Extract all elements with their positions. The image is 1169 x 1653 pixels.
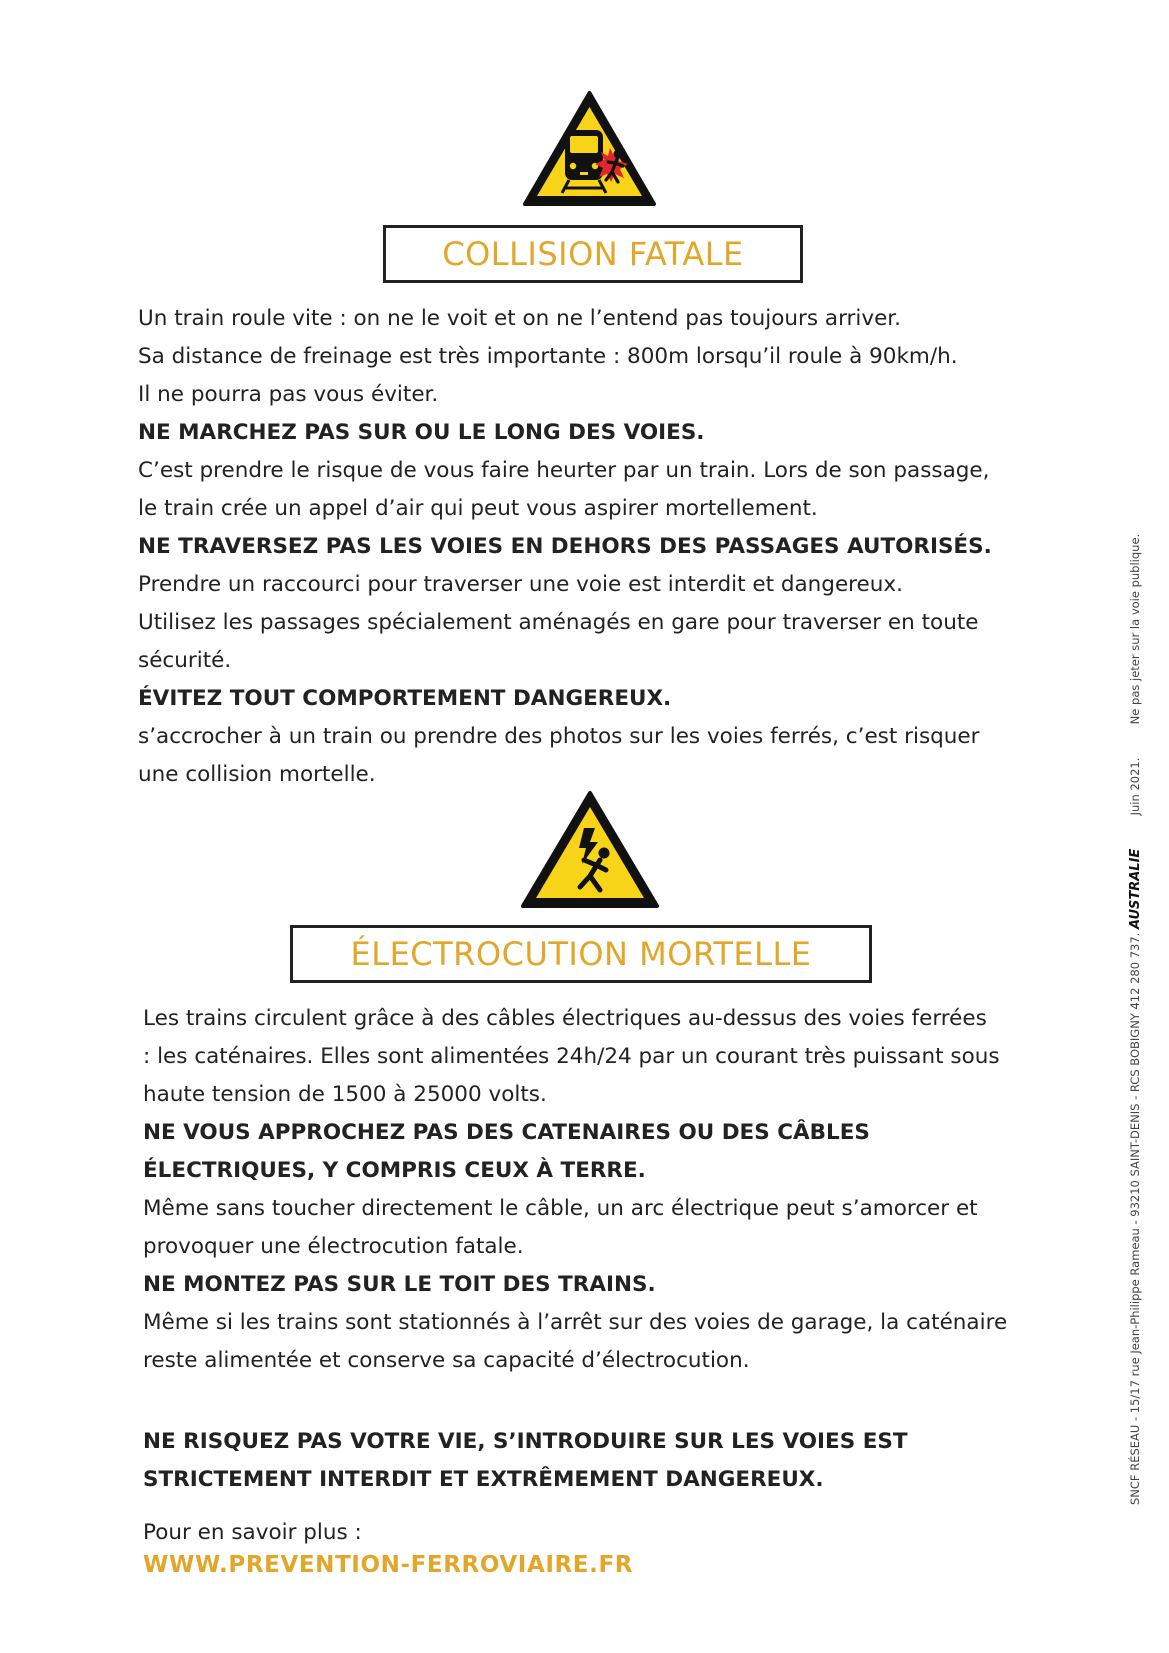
disposal-notice: Ne pas jeter sur la voie publique. — [1128, 533, 1142, 725]
text-line: Sa distance de freinage est très importante : 800m lorsqu’il roule à 90km/h. — [138, 344, 958, 369]
text-line: s’accrocher à un train ou prendre des photos sur les voies ferrés, c’est risquer — [138, 724, 980, 749]
warning-heading: NE MONTEZ PAS SUR LE TOIT DES TRAINS. — [143, 1272, 656, 1297]
text-line: Les trains circulent grâce à des câbles électriques au-dessus des voies ferrées — [143, 1006, 987, 1031]
side-legal-note — [1128, 534, 1143, 1505]
closing-warning — [143, 1423, 908, 1499]
text-line: Il ne pourra pas vous éviter. — [138, 382, 439, 407]
warning-heading: NE VOUS APPROCHEZ PAS DES CATENAIRES OU DES CÂBLES — [143, 1120, 870, 1145]
text-line: C’est prendre le risque de vous faire heurter par un train. Lors de son passage, — [138, 458, 990, 483]
text-line: reste alimentée et conserve sa capacité d’électrocution. — [143, 1348, 750, 1373]
publication-date: Juin 2021. — [1128, 757, 1142, 816]
text-line: Un train roule vite : on ne le voit et on ne l’entend pas toujours arriver. — [138, 306, 901, 331]
warning-heading: ÉLECTRIQUES, Y COMPRIS CEUX À TERRE. — [143, 1158, 646, 1183]
more-info — [143, 1516, 633, 1582]
warning-heading: NE RISQUEZ PAS VOTRE VIE, S’INTRODUIRE SUR LES VOIES EST — [143, 1429, 908, 1454]
text-line: sécurité. — [138, 648, 232, 673]
text-line: Utilisez les passages spécialement aménagés en gare pour traverser en toute — [138, 610, 979, 635]
warning-heading: STRICTEMENT INTERDIT ET EXTRÊMEMENT DANGEREUX. — [143, 1467, 824, 1492]
text-line: : les caténaires. Elles sont alimentées 24h/24 par un courant très puissant sous — [143, 1044, 1000, 1069]
warning-heading: NE TRAVERSEZ PAS LES VOIES EN DEHORS DES PASSAGES AUTORISÉS. — [138, 534, 992, 559]
publisher-info: SNCF RÉSEAU - 15/17 rue Jean-Philippe Rameau - 93210 SAINT-DENIS - RCS BOBIGNY 412 280 737. — [1128, 932, 1142, 1505]
agency-logo: AUSTRALIE — [1128, 848, 1143, 930]
section-title-electrocution: ÉLECTROCUTION MORTELLE — [290, 925, 872, 983]
section-title-collision: COLLISION FATALE — [383, 225, 803, 283]
text-line: une collision mortelle. — [138, 762, 376, 787]
text-line: Prendre un raccourci pour traverser une voie est interdit et dangereux. — [138, 572, 903, 597]
text-line: Même sans toucher directement le câble, un arc électrique peut s’amorcer et — [143, 1196, 978, 1221]
train-collision-warning-icon — [522, 90, 657, 208]
website-link[interactable]: WWW.PREVENTION-FERROVIAIRE.FR — [143, 1552, 634, 1578]
electrocution-text — [143, 1000, 1007, 1380]
text-line: haute tension de 1500 à 25000 volts. — [143, 1082, 547, 1107]
collision-text — [138, 300, 992, 794]
text-line: provoquer une électrocution fatale. — [143, 1234, 524, 1259]
electrocution-warning-icon — [520, 790, 660, 910]
warning-heading: NE MARCHEZ PAS SUR OU LE LONG DES VOIES. — [138, 420, 705, 445]
text-line: Même si les trains sont stationnés à l’arrêt sur des voies de garage, la caténaire — [143, 1310, 1008, 1335]
warning-heading: ÉVITEZ TOUT COMPORTEMENT DANGEREUX. — [138, 686, 672, 711]
text-line: le train crée un appel d’air qui peut vous aspirer mortellement. — [138, 496, 818, 521]
more-info-label: Pour en savoir plus : — [143, 1520, 362, 1545]
